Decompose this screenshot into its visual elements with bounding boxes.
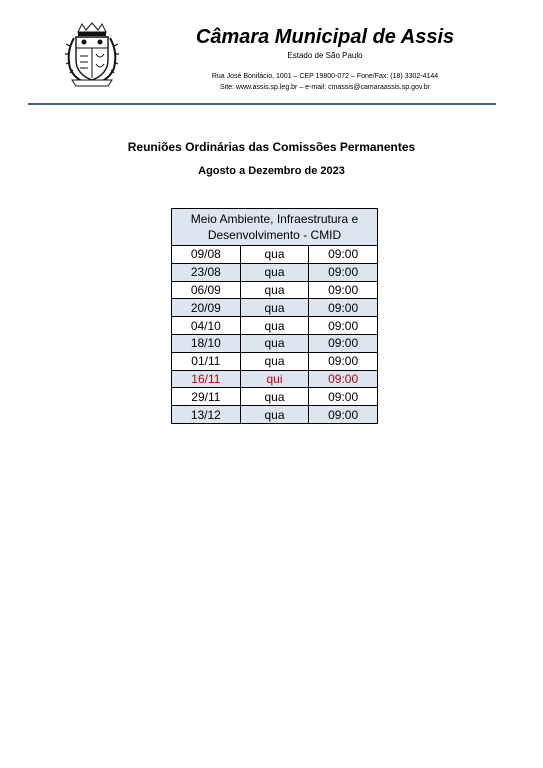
document-period: Agosto a Dezembro de 2023 — [198, 165, 345, 177]
meeting-weekday: qua — [240, 352, 309, 370]
meeting-schedule-table — [171, 208, 378, 424]
address-line: Rua José Bonifácio, 1001 – CEP 19800-072 – Fone/Fax: (18) 3302-4144 — [211, 73, 439, 80]
table-row — [172, 370, 378, 388]
meeting-date: 06/09 — [172, 281, 241, 299]
meeting-date: 09/08 — [172, 246, 241, 264]
meeting-time: 09:00 — [309, 334, 378, 352]
table-row — [172, 299, 378, 317]
document-title: Reuniões Ordinárias das Comissões Permanentes — [127, 140, 416, 154]
committee-header — [172, 209, 378, 246]
meeting-weekday: qua — [240, 281, 309, 299]
meeting-date: 01/11 — [172, 352, 241, 370]
meeting-weekday: qua — [240, 246, 309, 264]
committee-name-line2: Desenvolvimento - CMID — [207, 228, 342, 242]
institution-title: Câmara Municipal de Assis — [195, 26, 455, 48]
table-row — [172, 263, 378, 281]
meeting-weekday: qua — [240, 334, 309, 352]
table-row — [172, 246, 378, 264]
site-email-line: Site: www.assis.sp.leg.br – e-mail: cmassis@camaraassis.sp.gov.br — [219, 84, 431, 91]
letterhead — [150, 24, 500, 93]
meeting-date: 20/09 — [172, 299, 241, 317]
meeting-weekday: qua — [240, 263, 309, 281]
meeting-time: 09:00 — [309, 388, 378, 406]
committee-name-line1: Meio Ambiente, Infraestrutura e — [190, 212, 359, 226]
table-row — [172, 281, 378, 299]
meeting-time: 09:00 — [309, 246, 378, 264]
meeting-date: 23/08 — [172, 263, 241, 281]
meeting-time: 09:00 — [309, 352, 378, 370]
meeting-time: 09:00 — [309, 370, 378, 388]
meeting-weekday: qui — [240, 370, 309, 388]
table-row — [172, 388, 378, 406]
meeting-weekday: qua — [240, 388, 309, 406]
meeting-time: 09:00 — [309, 263, 378, 281]
header-divider — [28, 103, 496, 105]
meeting-date: 13/12 — [172, 406, 241, 424]
coat-of-arms-icon — [64, 22, 120, 88]
meeting-time: 09:00 — [309, 299, 378, 317]
table-row — [172, 406, 378, 424]
meeting-weekday: qua — [240, 299, 309, 317]
meeting-weekday: qua — [240, 317, 309, 335]
meeting-date: 18/10 — [172, 334, 241, 352]
meeting-date: 29/11 — [172, 388, 241, 406]
state-subtitle: Estado de São Paulo — [287, 51, 363, 60]
table-row — [172, 352, 378, 370]
meeting-time: 09:00 — [309, 317, 378, 335]
meeting-time: 09:00 — [309, 281, 378, 299]
meeting-time: 09:00 — [309, 406, 378, 424]
meeting-weekday: qua — [240, 406, 309, 424]
table-row — [172, 317, 378, 335]
table-row — [172, 334, 378, 352]
meeting-date: 04/10 — [172, 317, 241, 335]
meeting-date: 16/11 — [172, 370, 241, 388]
